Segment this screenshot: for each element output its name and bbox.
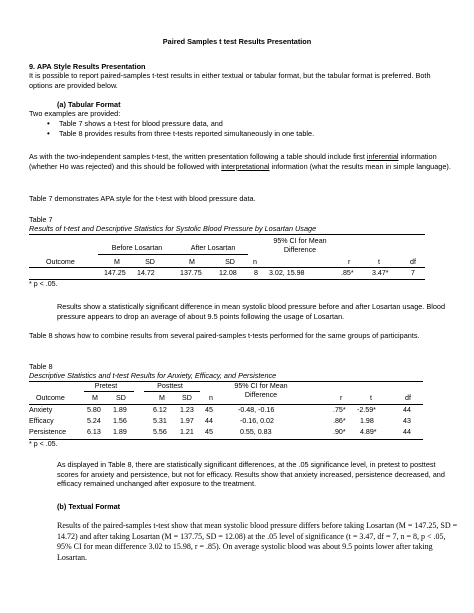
table7-header-rule <box>29 267 425 268</box>
n-cell: 45 <box>205 428 213 436</box>
sd2-cell: 1.97 <box>180 417 194 425</box>
table7-note: * p < .05. <box>29 280 58 288</box>
list-item: • Table 7 shows a t-test for blood pressure data, and <box>45 119 314 129</box>
section-heading: 9. APA Style Results Presentation <box>29 62 146 71</box>
table8-col-m1: M <box>92 394 98 402</box>
table8-pre-rule <box>84 391 134 392</box>
table7-caption: Results of t-test and Descriptive Statistics for Systolic Blood Pressure by Losartan Usage <box>29 224 317 233</box>
table7-label: Table 7 <box>29 215 53 224</box>
table-row <box>0 417 474 428</box>
table8-note: * p < .05. <box>29 440 58 448</box>
r-cell: .86* <box>333 417 346 425</box>
table7-before-group: Before Losartan <box>111 244 163 252</box>
table8-ci-header: 95% CI for Mean Difference <box>234 382 288 399</box>
table7-col-n: n <box>253 258 257 266</box>
table8-posttest-group: Posttest <box>157 382 183 390</box>
table8-col-n: n <box>209 394 213 402</box>
table7-m1: 147.25 <box>104 269 126 277</box>
table8-col-r: r <box>340 394 343 402</box>
sd2-cell: 1.23 <box>180 406 194 414</box>
table7-col-m2: M <box>189 258 195 266</box>
sd1-cell: 1.56 <box>113 417 127 425</box>
t-cell: -2.59* <box>357 406 376 414</box>
table7-n: 8 <box>254 269 258 277</box>
m2-cell: 6.12 <box>153 406 167 414</box>
ci-cell: 0.55, 0.83 <box>240 428 272 436</box>
table8-pretest-group: Pretest <box>94 382 118 390</box>
tabular-format-heading: (a) Tabular Format <box>57 100 121 109</box>
table8-col-sd1: SD <box>116 394 126 402</box>
table7-col-sd1: SD <box>145 258 155 266</box>
table8-post-rule <box>144 391 200 392</box>
table7-sd2: 12.08 <box>219 269 237 277</box>
table7-ci-header: 95% CI for Mean Difference <box>273 237 327 254</box>
table8-bottom-rule <box>29 439 423 440</box>
r-cell: .90* <box>333 428 346 436</box>
table7-sd1: 14.72 <box>137 269 155 277</box>
df-cell: 44 <box>403 428 411 436</box>
ci-cell: -0.16, 0.02 <box>240 417 274 425</box>
intro-paragraph: It is possible to report paired-samples t-test results in either textual or tabular format, but the tabular format is preferred. Both options are provided below. <box>29 71 431 90</box>
table7-after-group: After Losartan <box>190 244 236 252</box>
document-title: Paired Samples t test Results Presentation <box>162 37 312 46</box>
table7-col-t: t <box>378 258 380 266</box>
df-cell: 43 <box>403 417 411 425</box>
sd2-cell: 1.21 <box>180 428 194 436</box>
n-cell: 44 <box>205 417 213 425</box>
table8-label: Table 8 <box>29 362 53 371</box>
paragraph-text: information (whether Ho was rejected) and this should be followed with <box>29 152 437 171</box>
examples-list <box>45 119 314 138</box>
table7-col-m1: M <box>114 258 120 266</box>
table7-col-sd2: SD <box>225 258 235 266</box>
ci-cell: -0.48, -0.16 <box>238 406 275 414</box>
paragraph-text: As with the two-independent samples t-test, the written presentation following a table should include first <box>29 152 367 161</box>
table7-ci: 3.02, 15.98 <box>269 269 305 277</box>
table8-result: As displayed in Table 8, there are statistically significant differences, at the .05 significance level, in pretest to posttest scores for anxiety and persistence, but not for efficacy. Results show that anxiety increased, persistence decreased, and efficacy remained unchanged after exposure to the treatment. <box>57 460 445 489</box>
table8-caption: Descriptive Statistics and t-test Results for Anxiety, Efficacy, and Persistence <box>29 371 277 380</box>
table7-group-rule <box>98 254 248 255</box>
t-cell: 4.89* <box>360 428 377 436</box>
r-cell: .75* <box>333 406 346 414</box>
outcome-cell: Efficacy <box>29 417 54 425</box>
table7-col-r: r <box>348 258 351 266</box>
table7-col-df: df <box>410 258 416 266</box>
list-item: • Table 8 provides results from three t-tests reported simultaneously in one table. <box>45 129 314 139</box>
table7-top-rule <box>29 234 425 235</box>
textual-paragraph: Results of the paired-samples t-test show that mean systolic blood pressure differs before taking Losartan (M = 147.25, SD = 14.72) and after taking Losartan (M = 137.75, SD = 12.08) at the .05 level of significance (t = 3.47, df = 7, n = 8, p < .05, 95% CI for mean difference 3.02 to 15.98, r = .85). On average systolic blood was about 9.5 points lower after taking Losartan. <box>57 521 458 562</box>
table7-df: 7 <box>411 269 415 277</box>
examples-intro: Two examples are provided: <box>29 109 121 118</box>
paragraph-text: information (what the results mean in simple language). <box>269 161 451 171</box>
table8-col-outcome: Outcome <box>36 394 65 402</box>
n-cell: 45 <box>205 406 213 414</box>
m1-cell: 6.13 <box>87 428 101 436</box>
sd1-cell: 1.89 <box>113 428 127 436</box>
m2-cell: 5.31 <box>153 417 167 425</box>
written-presentation-paragraph <box>29 152 459 171</box>
table7-col-outcome: Outcome <box>46 258 75 266</box>
m1-cell: 5.24 <box>87 417 101 425</box>
table8-col-t: t <box>370 394 372 402</box>
table8-intro: Table 8 shows how to combine results from several paired-samples t-tests performed for the same groups of participants. <box>29 331 420 340</box>
outcome-cell: Persistence <box>29 428 67 436</box>
m2-cell: 5.56 <box>153 428 167 436</box>
table8-header-rule <box>29 404 423 405</box>
sd1-cell: 1.89 <box>113 406 127 414</box>
table7-result: Results show a statistically significant difference in mean systolic blood pressure before and after Losartan usage. Blood pressure appears to drop an average of about 9.5 points following the usage of Losartan. <box>57 302 446 321</box>
outcome-cell: Anxiety <box>29 406 53 414</box>
inferential-term: inferential <box>366 152 399 161</box>
table8-col-m2: M <box>159 394 165 402</box>
m1-cell: 5.80 <box>87 406 101 414</box>
table7-t: 3.47* <box>372 269 389 277</box>
table7-m2: 137.75 <box>180 269 202 277</box>
table-row <box>0 406 474 417</box>
t-cell: 1.98 <box>360 417 374 425</box>
table7-r: .85* <box>341 269 354 277</box>
textual-format-heading: (b) Textual Format <box>57 502 121 511</box>
table8-col-sd2: SD <box>182 394 192 402</box>
table7-intro: Table 7 demonstrates APA style for the t-test with blood pressure data. <box>29 194 256 203</box>
interpretational-term: interpretational <box>221 161 270 171</box>
table7-bottom-rule <box>29 279 425 280</box>
table-row <box>0 428 474 439</box>
df-cell: 44 <box>403 406 411 414</box>
table8-col-df: df <box>405 394 411 402</box>
